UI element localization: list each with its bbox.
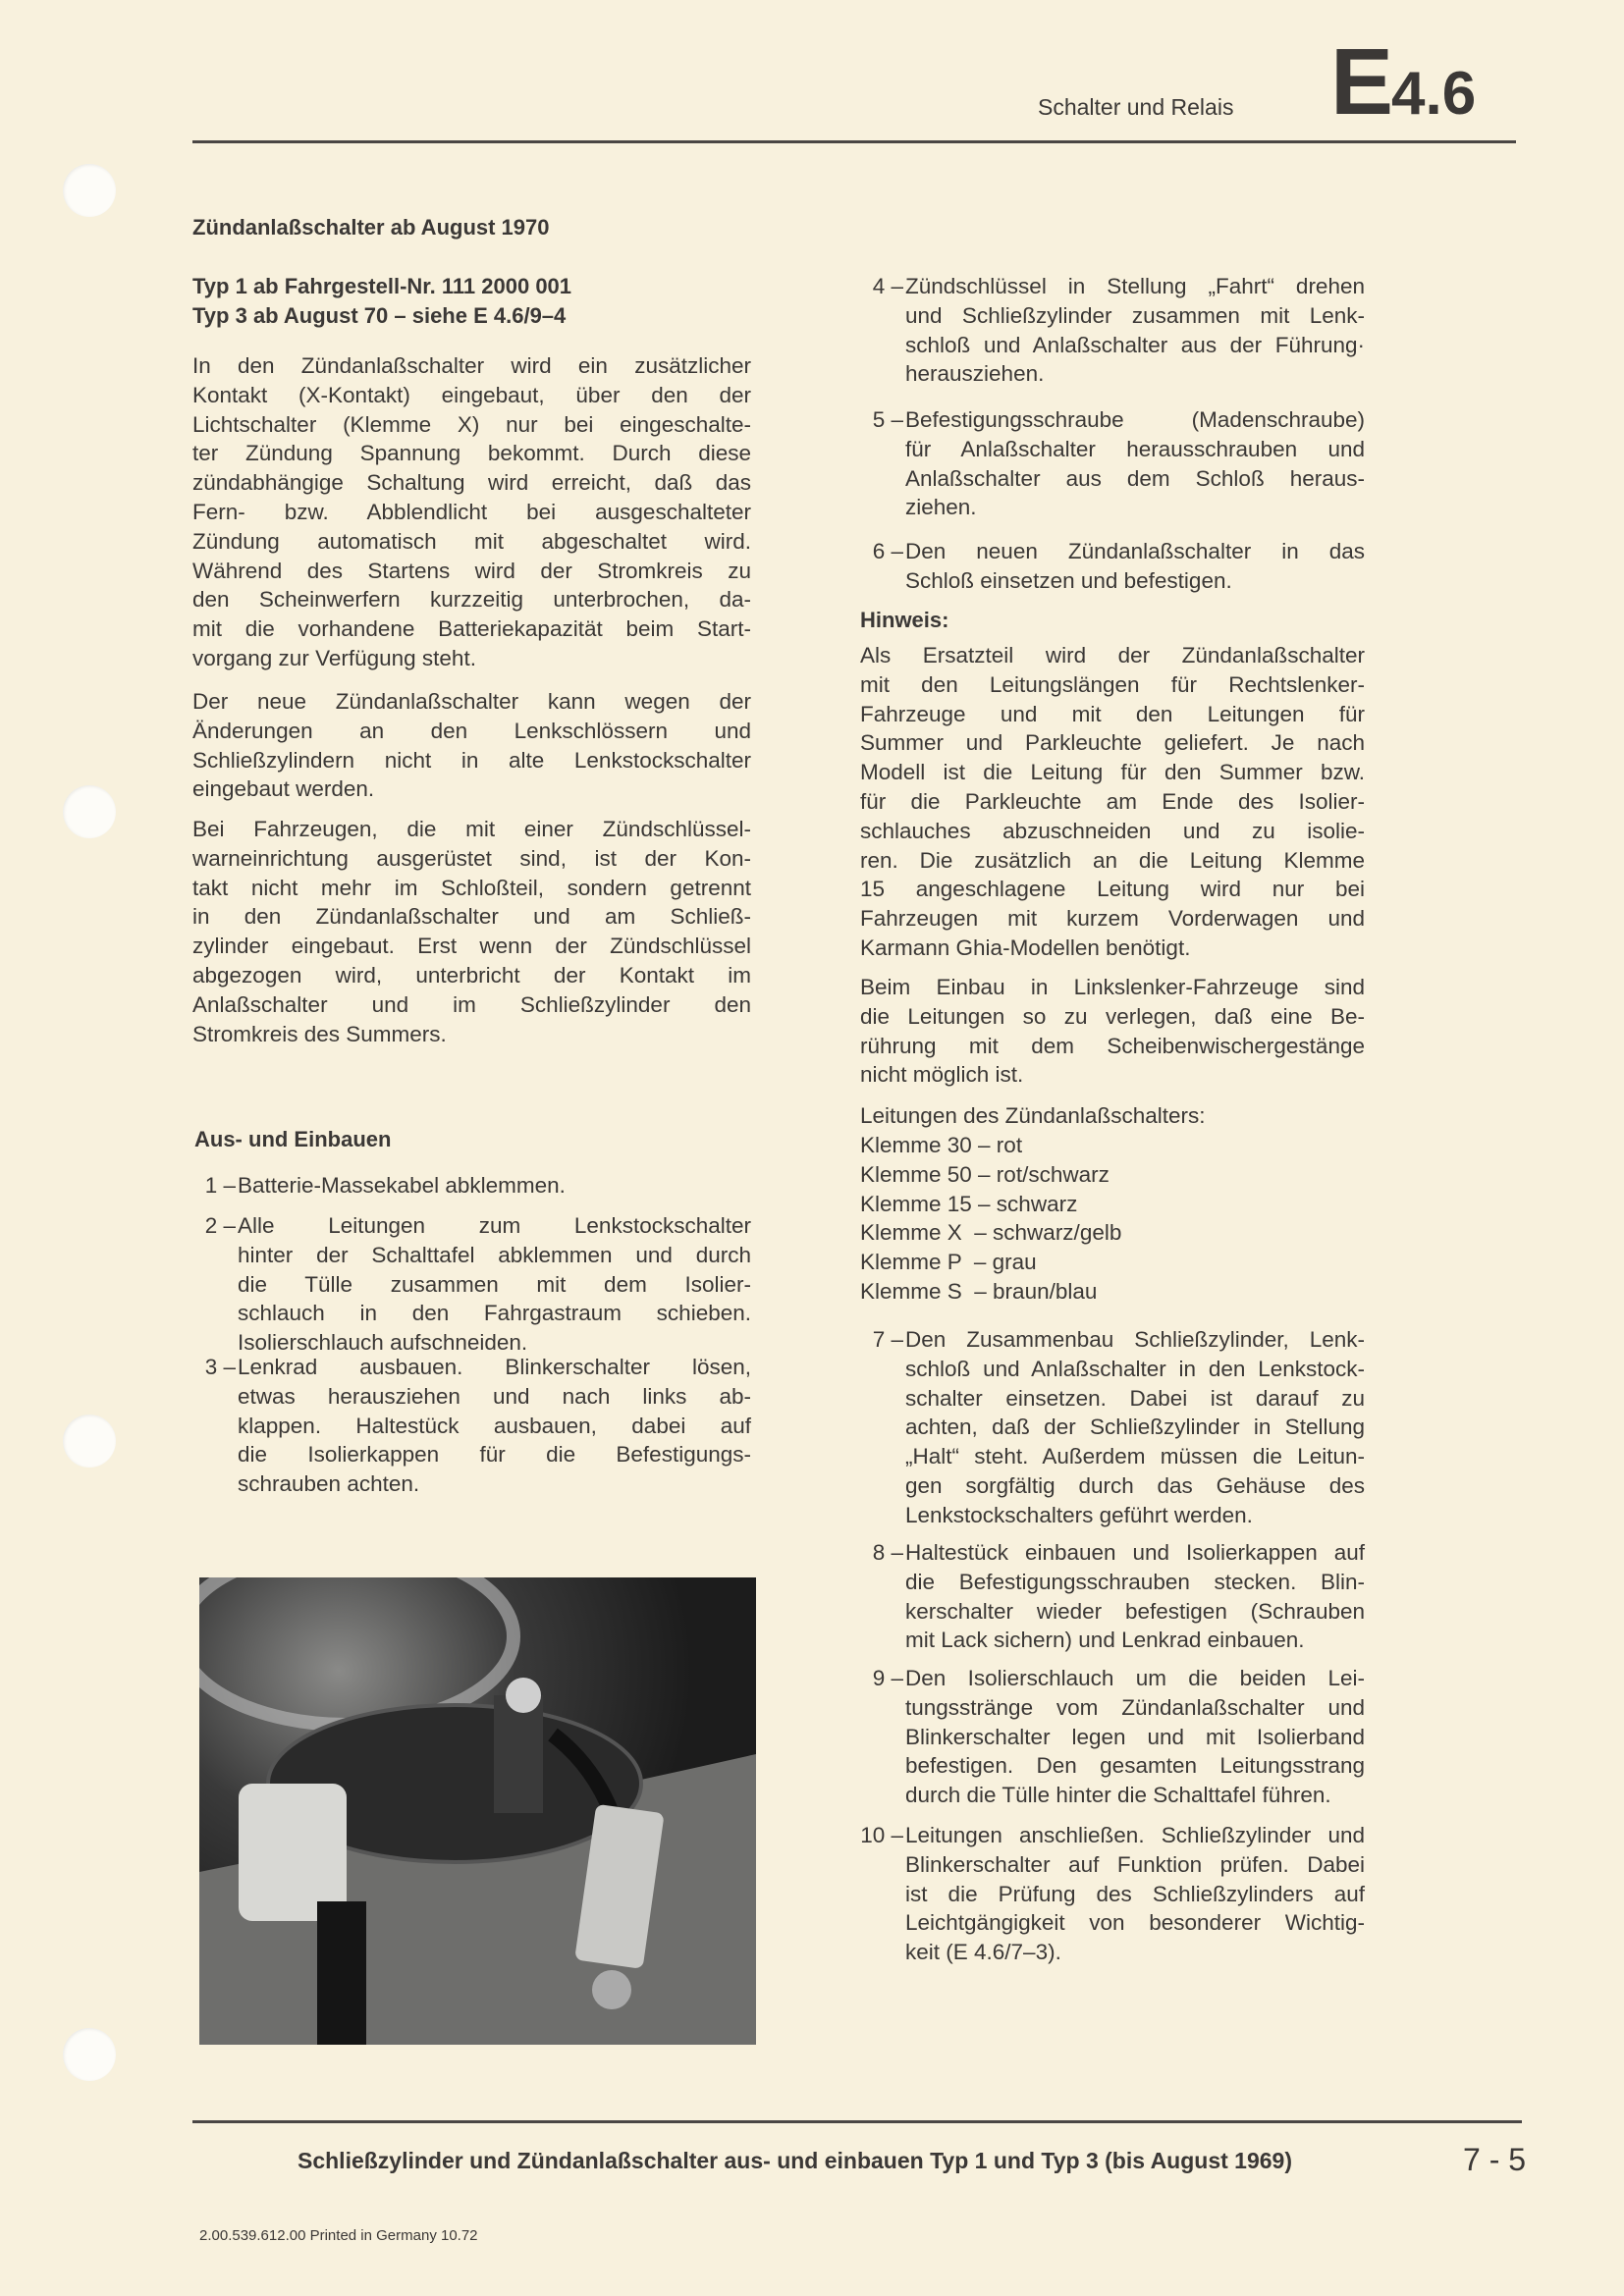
- wire-entry: Klemme 30 – rot: [860, 1133, 1023, 1157]
- step-number: 6 –: [872, 539, 903, 563]
- text-line: 15 angeschlagene Leitung wird nur bei: [860, 877, 1365, 902]
- wire-entry: Klemme 15 – schwarz: [860, 1191, 1078, 1216]
- subtitle-2: Typ 3 ab August 70 – siehe E 4.6/9–4: [192, 303, 567, 328]
- text-line: Den Isolierschlauch um die beiden Lei-: [905, 1666, 1365, 1690]
- text-line: Isolierschlauch aufschneiden.: [238, 1330, 528, 1356]
- chapter-code: [1330, 29, 1477, 134]
- text-line: schloß und Anlaßschalter aus der Führung·: [905, 332, 1365, 357]
- text-line: schloß und Anlaßschalter in den Lenkstock-: [905, 1356, 1365, 1381]
- text-line: mit Lack sichern) und Lenkrad einbauen.: [905, 1628, 1305, 1653]
- text-line: Lenkrad ausbauen. Blinkerschalter lösen,: [238, 1355, 751, 1379]
- subtitle-1: Typ 1 ab Fahrgestell-Nr. 111 2000 001: [192, 274, 572, 298]
- text-line: Kontakt (X-Kontakt) eingebaut, über den der: [192, 382, 751, 407]
- text-line: hinter der Schalttafel abklemmen und durch: [238, 1242, 751, 1267]
- text-line: klappen. Haltestück ausbauen, dabei auf: [238, 1413, 751, 1438]
- text-line: schrauben achten.: [238, 1471, 420, 1497]
- chapter-number: 4.6: [1391, 60, 1477, 128]
- text-line: befestigen. Den gesamten Leitungsstrang: [905, 1753, 1365, 1779]
- text-line: Fern- bzw. Abblendlicht bei ausgeschalteter: [192, 499, 751, 524]
- text-line: tungsstränge vom Zündanlaßschalter und: [905, 1694, 1365, 1720]
- text-line: abgezogen wird, unterbricht der Kontakt im: [192, 962, 751, 988]
- warning-device-paragraph: [192, 815, 751, 1048]
- print-info: 2.00.539.612.00 Printed in Germany 10.72: [199, 2227, 478, 2244]
- text-line: schlauch in den Fahrgastraum schieben.: [238, 1301, 751, 1326]
- chapter-letter: E: [1330, 29, 1392, 134]
- text-line: ziehen.: [905, 495, 977, 520]
- text-line: Modell ist die Leitung für den Summer bzw.: [860, 760, 1365, 785]
- step-number: 3 –: [204, 1355, 236, 1379]
- text-line: Den Zusammenbau Schließzylinder, Lenk-: [905, 1327, 1365, 1352]
- text-line: mit den Leitungslängen für Rechtslenker-: [860, 671, 1365, 697]
- punch-hole: [63, 785, 116, 838]
- text-line: Der neue Zündanlaßschalter kann wegen der: [192, 689, 751, 714]
- step-number: 8 –: [872, 1540, 903, 1565]
- section-name: Schalter und Relais: [1038, 94, 1234, 120]
- text-line: durch die Tülle hinter die Schalttafel führen.: [905, 1783, 1331, 1808]
- text-line: Haltestück einbauen und Isolierkappen auf: [905, 1540, 1365, 1565]
- procedure-step: [204, 1211, 751, 1358]
- wires-heading: Leitungen des Zündanlaßschalters:: [860, 1103, 1206, 1128]
- intro-paragraph: [192, 351, 751, 673]
- text-line: Als Ersatzteil wird der Zündanlaßschalter: [860, 643, 1365, 667]
- text-line: Schloß einsetzen und befestigen.: [905, 567, 1232, 593]
- text-line: schalter einsetzen. Dabei ist darauf zu: [905, 1385, 1365, 1411]
- text-line: warneinrichtung ausgerüstet sind, ist der Kon-: [192, 845, 751, 871]
- step-number: 4 –: [872, 274, 903, 298]
- procedure-heading: Aus- und Einbauen: [194, 1127, 392, 1151]
- text-line: Bei Fahrzeugen, die mit einer Zündschlüssel-: [192, 817, 751, 841]
- footer-divider: [192, 2120, 1522, 2123]
- text-line: für die Parkleuchte am Ende des Isolier-: [860, 788, 1365, 814]
- text-line: Blinkerschalter legen und mit Isolierband: [905, 1724, 1365, 1749]
- text-line: Karmann Ghia-Modellen benötigt.: [860, 934, 1191, 960]
- text-line: Beim Einbau in Linkslenker-Fahrzeuge sind: [860, 975, 1365, 999]
- step-number: 9 –: [872, 1666, 903, 1690]
- text-line: zylinder eingebaut. Erst wenn der Zündschlüssel: [192, 934, 751, 959]
- text-line: kerschalter wieder befestigen (Schrauben: [905, 1598, 1365, 1624]
- note-heading: Hinweis:: [860, 608, 949, 632]
- text-line: Alle Leitungen zum Lenkstockschalter: [238, 1213, 751, 1238]
- text-line: keit (E 4.6/7–3).: [905, 1940, 1061, 1965]
- procedure-step: [860, 1821, 1365, 1967]
- text-line: Stromkreis des Summers.: [192, 1021, 447, 1046]
- text-line: Fahrzeuge und mit den Leitungen für: [860, 701, 1365, 726]
- procedure-step: [872, 537, 1365, 596]
- header-divider: [192, 140, 1516, 143]
- text-line: gen sorgfältig durch das Gehäuse des: [905, 1472, 1365, 1498]
- procedure-step: [204, 1171, 751, 1201]
- text-line: Fahrzeugen mit kurzem Vorderwagen und: [860, 906, 1365, 932]
- text-line: ren. Die zusätzlich an die Leitung Klemme: [860, 847, 1365, 873]
- text-line: für Anlaßschalter herausschrauben und: [905, 436, 1365, 461]
- text-line: In den Zündanlaßschalter wird ein zusätzlicher: [192, 353, 751, 378]
- step-number: 10 –: [860, 1823, 903, 1847]
- wire-entry: Klemme X – schwarz/gelb: [860, 1220, 1122, 1246]
- text-line: die Leitungen so zu verlegen, daß eine Be-: [860, 1003, 1365, 1029]
- compatibility-paragraph: [192, 687, 751, 804]
- procedure-step: [872, 1325, 1365, 1530]
- note-paragraph: [860, 641, 1365, 963]
- text-line: vorgang zur Verfügung steht.: [192, 645, 476, 670]
- text-line: mit die vorhandene Batteriekapazität beim Start-: [192, 616, 751, 642]
- procedure-step: [872, 272, 1365, 389]
- procedure-step: [204, 1353, 751, 1499]
- punch-hole: [63, 1415, 116, 1468]
- text-line: nicht möglich ist.: [860, 1062, 1024, 1088]
- note-paragraph-lhd: [860, 973, 1365, 1090]
- punch-hole: [63, 164, 116, 217]
- punch-hole: [63, 2028, 116, 2081]
- text-line: Zündschlüssel in Stellung „Fahrt“ drehen: [905, 274, 1365, 298]
- page-number: 7 - 5: [1463, 2142, 1527, 2177]
- text-line: etwas herausziehen und nach links ab-: [238, 1383, 751, 1409]
- text-line: Lichtschalter (Klemme X) nur bei eingeschalte-: [192, 411, 751, 437]
- text-line: takt nicht mehr im Schloßteil, sondern getrennt: [192, 875, 751, 900]
- text-line: die Befestigungsschrauben stecken. Blin-: [905, 1569, 1365, 1594]
- step-number: 1 –: [204, 1173, 236, 1198]
- photo-illustration: [199, 1577, 756, 2045]
- text-line: den Scheinwerfern kurzzeitig unterbrochen, da-: [192, 587, 751, 613]
- text-line: Zündung automatisch mit abgeschaltet wird.: [192, 528, 751, 554]
- text-line: herausziehen.: [905, 361, 1045, 387]
- text-line: Leichtgängigkeit von besonderer Wichtig-: [905, 1910, 1365, 1936]
- procedure-step: [872, 405, 1365, 522]
- page-title: Zündanlaßschalter ab August 1970: [192, 215, 550, 240]
- text-line: zündabhängige Schaltung wird erreicht, daß das: [192, 470, 751, 496]
- wire-entry: Klemme 50 – rot/schwarz: [860, 1161, 1110, 1187]
- footer-caption: Schließzylinder und Zündanlaßschalter aus- und einbauen Typ 1 und Typ 3 (bis August 1969): [298, 2148, 1292, 2173]
- text-line: Den neuen Zündanlaßschalter in das: [905, 539, 1365, 563]
- text-line: und Schließzylinder zusammen mit Lenk-: [905, 302, 1365, 328]
- text-line: in den Zündanlaßschalter und am Schließ-: [192, 904, 751, 930]
- text-line: Summer und Parkleuchte geliefert. Je nach: [860, 730, 1365, 756]
- text-line: die Isolierkappen für die Befestigungs-: [238, 1442, 751, 1468]
- text-line: schlauches abzuschneiden und zu isolie-: [860, 818, 1365, 843]
- wire-entry: Klemme S – braun/blau: [860, 1278, 1098, 1304]
- wire-entry: Klemme P – grau: [860, 1250, 1037, 1275]
- text-line: Befestigungsschraube (Madenschraube): [905, 407, 1365, 432]
- text-line: ter Zündung Spannung bekommt. Durch diese: [192, 441, 751, 466]
- text-line: Änderungen an den Lenkschlössern und: [192, 718, 751, 743]
- text-line: achten, daß der Schließzylinder in Stellung: [905, 1415, 1365, 1440]
- text-line: Leitungen anschließen. Schließzylinder und: [905, 1823, 1365, 1847]
- procedure-step: [872, 1664, 1365, 1810]
- procedure-step: [872, 1538, 1365, 1655]
- text-line: die Tülle zusammen mit dem Isolier-: [238, 1271, 751, 1297]
- text-line: Anlaßschalter aus dem Schloß heraus-: [905, 465, 1365, 491]
- step-number: 7 –: [872, 1327, 903, 1352]
- step-number: 2 –: [204, 1213, 236, 1238]
- step-number: 5 –: [872, 407, 903, 432]
- text-line: Während des Startens wird der Stromkreis zu: [192, 558, 751, 583]
- text-line: Anlaßschalter und im Schließzylinder den: [192, 991, 751, 1017]
- text-line: rührung mit dem Scheibenwischergestänge: [860, 1033, 1365, 1058]
- text-line: Schließzylindern nicht in alte Lenkstockschalter: [192, 747, 751, 773]
- wire-list: [860, 1131, 1121, 1307]
- text-line: Blinkerschalter auf Funktion prüfen. Dabei: [905, 1851, 1365, 1877]
- ignition-switch-photo: [199, 1577, 756, 2045]
- text-line: Lenkstockschalters geführt werden.: [905, 1502, 1253, 1527]
- text-line: ist die Prüfung des Schließzylinders auf: [905, 1881, 1365, 1906]
- text-line: eingebaut werden.: [192, 776, 375, 802]
- text-line: „Halt“ steht. Außerdem müssen die Leitun-: [905, 1444, 1365, 1469]
- text-line: Batterie-Massekabel abklemmen.: [238, 1173, 566, 1198]
